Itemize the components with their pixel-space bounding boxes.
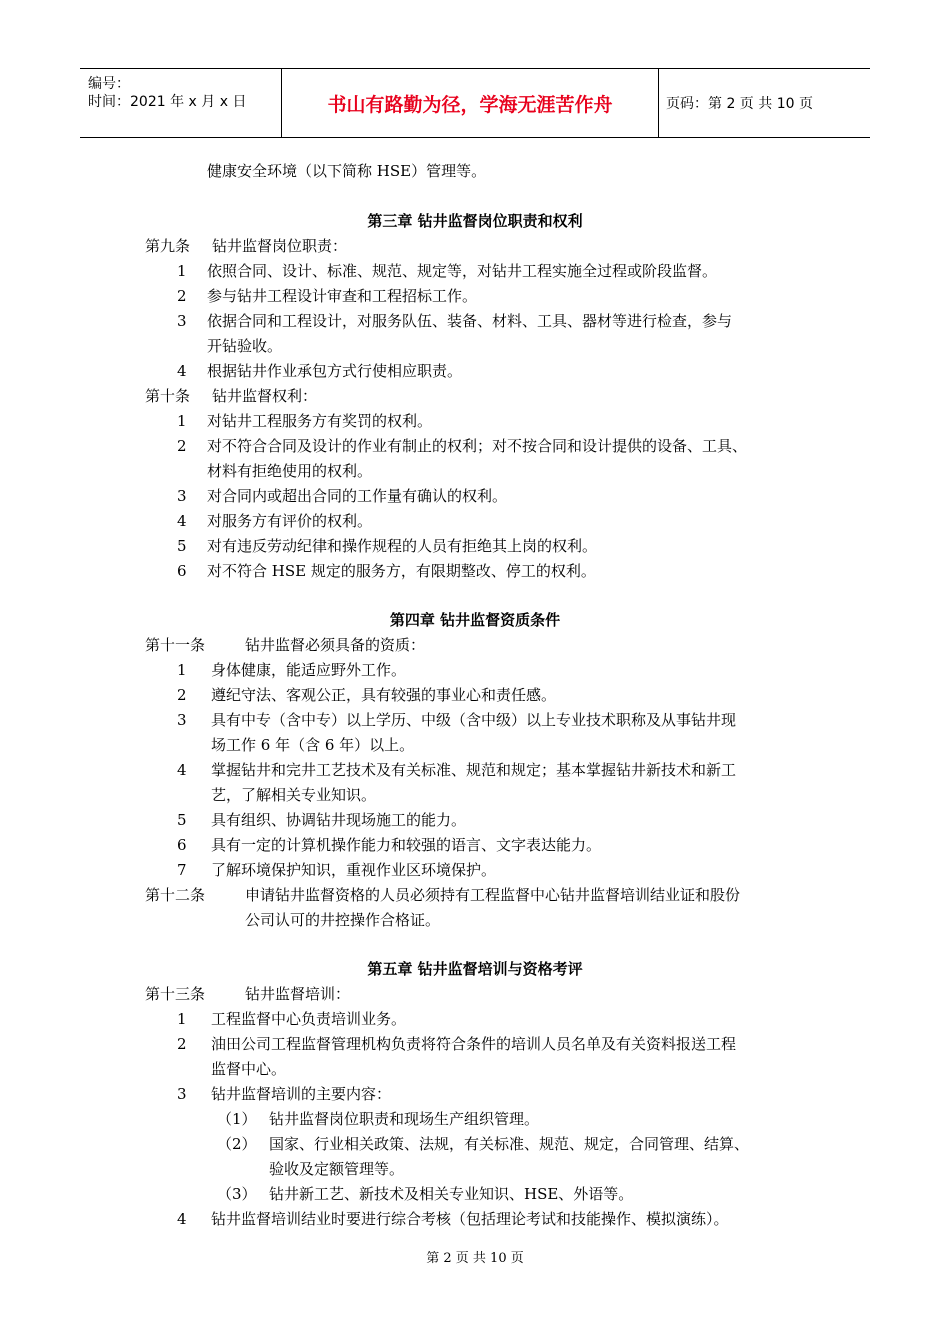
list-number: 2 <box>177 437 187 455</box>
doc-date-label: 时间：2021 年 x 月 x 日 <box>88 94 247 110</box>
list-item: 依据合同和工程设计，对服务队伍、装备、材料、工具、器材等进行检查，参与 <box>207 312 733 330</box>
list-number: 2 <box>177 287 187 305</box>
list-item: 遵纪守法、客观公正，具有较强的事业心和责任感。 <box>211 686 557 704</box>
list-item: 工程监督中心负责培训业务。 <box>211 1010 407 1028</box>
article-10-label: 第十条 <box>145 387 191 405</box>
header-motto: 书山有路勤为径，学海无涯苦作舟 <box>281 69 659 137</box>
list-item: 身体健康，能适应野外工作。 <box>211 661 407 679</box>
list-item: 具有一定的计算机操作能力和较强的语言、文字表达能力。 <box>211 836 602 854</box>
article-12-text-continued: 公司认可的井控操作合格证。 <box>245 911 441 929</box>
list-number: 4 <box>177 512 187 530</box>
sub-list-item-continued: 验收及定额管理等。 <box>269 1160 405 1178</box>
list-item: 钻井监督培训的主要内容： <box>211 1085 392 1103</box>
list-number: 3 <box>177 312 187 330</box>
list-number: 1 <box>177 1010 187 1028</box>
list-number: 6 <box>177 562 187 580</box>
list-item: 具有组织、协调钻井现场施工的能力。 <box>211 811 467 829</box>
list-item: 参与钻井工程设计审查和工程招标工作。 <box>207 287 478 305</box>
list-item: 了解环境保护知识，重视作业区环境保护。 <box>211 861 497 879</box>
article-9-label: 第九条 <box>145 237 191 255</box>
list-number: 3 <box>177 711 187 729</box>
list-item: 油田公司工程监督管理机构负责将符合条件的培训人员名单及有关资料报送工程 <box>211 1035 737 1053</box>
list-item: 对不符合合同及设计的作业有制止的权利；对不按合同和设计提供的设备、工具、 <box>207 437 748 455</box>
list-item: 对有违反劳动纪律和操作规程的人员有拒绝其上岗的权利。 <box>207 537 598 555</box>
list-number: 7 <box>177 861 187 879</box>
list-number: 2 <box>177 1035 187 1053</box>
list-item: 对合同内或超出合同的工作量有确认的权利。 <box>207 487 508 505</box>
list-item-continued: 场工作 6 年（含 6 年）以上。 <box>211 736 415 754</box>
doc-number-label: 编号： <box>88 76 130 92</box>
list-item-continued: 监督中心。 <box>211 1060 287 1078</box>
list-item: 钻井监督培训结业时要进行综合考核（包括理论考试和技能操作、模拟演练）。 <box>211 1210 729 1228</box>
list-item: 对服务方有评价的权利。 <box>207 512 373 530</box>
sub-list-number: （2） <box>217 1135 257 1153</box>
list-number: 4 <box>177 362 187 380</box>
sub-list-item: 国家、行业相关政策、法规，有关标准、规范、规定，合同管理、结算、 <box>269 1135 750 1153</box>
chapter-5-title: 第五章 钻井监督培训与资格考评 <box>367 960 583 978</box>
list-item: 掌握钻井和完井工艺技术及有关标准、规范和规定；基本掌握钻井新技术和新工 <box>211 761 737 779</box>
article-9-text: 钻井监督岗位职责： <box>212 237 348 255</box>
sub-list-number: （1） <box>217 1110 257 1128</box>
page-footer: 第 2 页 共 10 页 <box>426 1251 524 1266</box>
list-number: 2 <box>177 686 187 704</box>
sub-list-item: 钻井新工艺、新技术及相关专业知识、HSE、外语等。 <box>269 1185 634 1203</box>
article-11-text: 钻井监督必须具备的资质： <box>245 636 426 654</box>
article-12-label: 第十二条 <box>145 886 206 904</box>
page-header <box>80 68 870 138</box>
chapter-4-title: 第四章 钻井监督资质条件 <box>389 611 561 629</box>
chapter-3-title: 第三章 钻井监督岗位职责和权利 <box>367 212 583 230</box>
list-item-continued: 开钻验收。 <box>207 337 283 355</box>
list-number: 1 <box>177 661 187 679</box>
list-item-continued: 艺，了解相关专业知识。 <box>211 786 377 804</box>
list-item: 对不符合 HSE 规定的服务方，有限期整改、停工的权利。 <box>207 562 596 580</box>
list-number: 1 <box>177 262 187 280</box>
list-item: 具有中专（含中专）以上学历、中级（含中级）以上专业技术职称及从事钻井现 <box>211 711 737 729</box>
list-number: 3 <box>177 1085 187 1103</box>
list-number: 1 <box>177 412 187 430</box>
list-number: 6 <box>177 836 187 854</box>
list-number: 4 <box>177 1210 187 1228</box>
list-item: 根据钻井作业承包方式行使相应职责。 <box>207 362 463 380</box>
article-11-label: 第十一条 <box>145 636 206 654</box>
header-meta <box>80 69 280 137</box>
list-item-continued: 材料有拒绝使用的权利。 <box>207 462 373 480</box>
sub-list-number: （3） <box>217 1185 257 1203</box>
article-13-text: 钻井监督培训： <box>245 985 351 1003</box>
article-12-text: 申请钻井监督资格的人员必须持有工程监督中心钻井监督培训结业证和股份 <box>245 886 741 904</box>
list-number: 5 <box>177 537 187 555</box>
list-item: 对钻井工程服务方有奖罚的权利。 <box>207 412 433 430</box>
list-item: 依照合同、设计、标准、规范、规定等，对钻井工程实施全过程或阶段监督。 <box>207 262 718 280</box>
header-page-info: 页码：第 2 页 共 10 页 <box>666 96 813 112</box>
sub-list-item: 钻井监督岗位职责和现场生产组织管理。 <box>269 1110 540 1128</box>
list-number: 4 <box>177 761 187 779</box>
list-number: 3 <box>177 487 187 505</box>
article-10-text: 钻井监督权利： <box>212 387 318 405</box>
intro-text: 健康安全环境（以下简称 HSE）管理等。 <box>207 162 487 180</box>
article-13-label: 第十三条 <box>145 985 206 1003</box>
list-number: 5 <box>177 811 187 829</box>
